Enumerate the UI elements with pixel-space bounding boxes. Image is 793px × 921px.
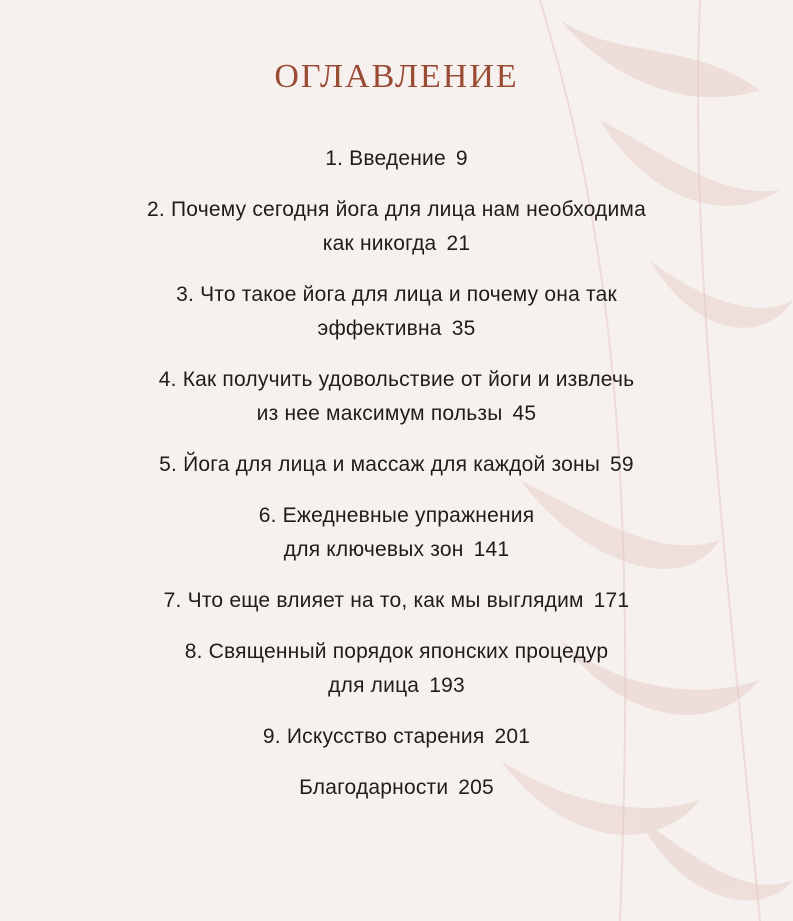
toc-entry-title: 5. Йога для лица и массаж для каждой зоны [159, 453, 601, 476]
toc-entry-title-continued: из нее максимум пользы [256, 402, 503, 425]
toc-entry [0, 448, 793, 482]
toc-entry-line [0, 397, 793, 431]
toc-entry-line [0, 771, 793, 805]
toc-entry-line [0, 142, 793, 176]
page-title: ОГЛАВЛЕНИЕ [274, 58, 519, 95]
toc-entry-line: 8. Священный порядок японских процедур [184, 640, 609, 663]
toc-entry-line: 4. Как получить удовольствие от йоги и извлечь [158, 368, 635, 391]
toc-entry [0, 635, 793, 703]
toc-entry-title: 9. Искусство старения [262, 725, 485, 748]
toc-entry [0, 720, 793, 754]
toc-entry-line: 6. Ежедневные упражнения [258, 504, 535, 527]
toc-entry [0, 363, 793, 431]
toc-entry-title-continued: как никогда [322, 232, 437, 255]
toc-entry-line [0, 720, 793, 754]
toc-entry-page: 45 [512, 402, 537, 425]
toc-entry-line [0, 448, 793, 482]
toc-entry-line [0, 584, 793, 618]
toc-entry-page: 205 [458, 776, 494, 799]
toc-entry-line [0, 312, 793, 346]
toc-entry-page: 21 [446, 232, 471, 255]
toc-entry-title-continued: для лица [328, 674, 420, 697]
toc-entry-line: 3. Что такое йога для лица и почему она так [176, 283, 617, 306]
toc-entry [0, 499, 793, 567]
toc-entry-line [0, 533, 793, 567]
toc-entry [0, 771, 793, 805]
toc-entry-line [0, 669, 793, 703]
toc-entry-title: Благодарности [299, 776, 449, 799]
toc-entry-page: 201 [494, 725, 531, 748]
toc-entry-page: 171 [593, 589, 630, 612]
toc-entry [0, 142, 793, 176]
toc-entry-page: 35 [451, 317, 476, 340]
toc-entry-title-continued: для ключевых зон [283, 538, 464, 561]
toc-entry-title-continued: эффективна [317, 317, 442, 340]
toc-entry-title: 7. Что еще влияет на то, как мы выглядим [163, 589, 584, 612]
toc-entry-title: 1. Введение [325, 147, 446, 170]
toc-entry-page: 141 [473, 538, 510, 561]
toc-entry-line [0, 227, 793, 261]
toc-entry-page: 193 [429, 674, 465, 697]
toc-entry [0, 193, 793, 261]
toc-entry-line: 2. Почему сегодня йога для лица нам необходима [147, 198, 646, 221]
toc-entry [0, 584, 793, 618]
table-of-contents [0, 142, 793, 822]
toc-entry-page: 59 [610, 453, 634, 476]
toc-entry [0, 278, 793, 346]
toc-entry-page: 9 [455, 147, 468, 170]
